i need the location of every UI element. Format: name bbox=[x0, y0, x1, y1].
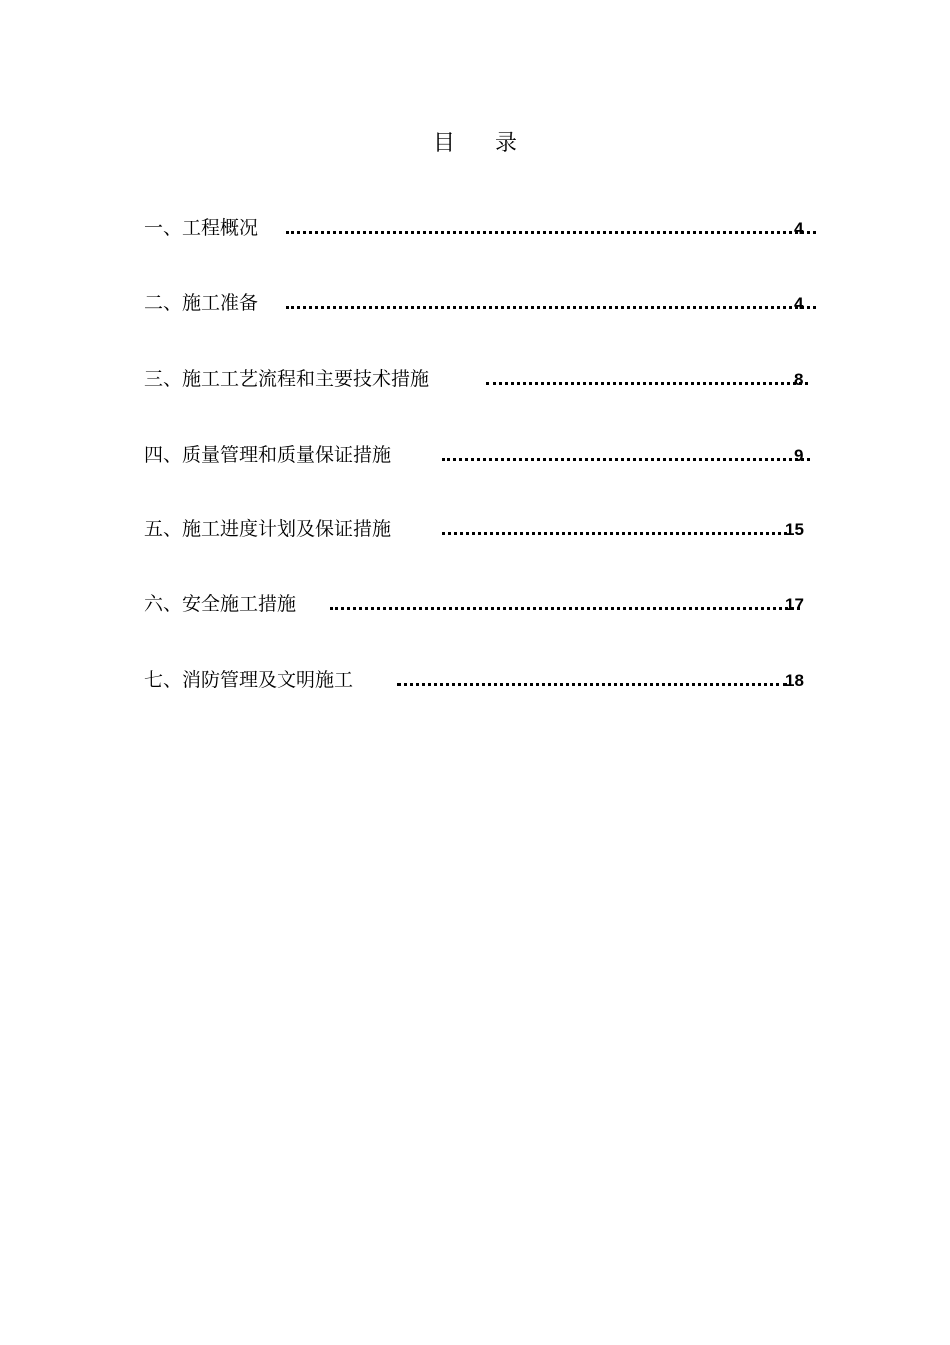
toc-entry-label: 二、施工准备 bbox=[144, 292, 259, 314]
toc-leader bbox=[442, 458, 810, 461]
toc-entry-label: 三、施工工艺流程和主要技术措施 bbox=[144, 368, 430, 390]
toc-entry[interactable] bbox=[144, 440, 391, 470]
toc-entry-page: 4 bbox=[794, 219, 804, 238]
toc-entry-page: 15 bbox=[785, 520, 804, 539]
toc-entry-page: 8 bbox=[794, 370, 804, 389]
toc-title-part1: 目 bbox=[432, 131, 455, 156]
toc-entry-label: 六、安全施工措施 bbox=[144, 593, 297, 615]
toc-entry-page: 9 bbox=[794, 446, 804, 465]
toc-title bbox=[0, 126, 950, 157]
toc-leader bbox=[286, 306, 816, 309]
toc-entry-label: 七、消防管理及文明施工 bbox=[144, 669, 354, 691]
toc-entry-page: 18 bbox=[785, 671, 804, 690]
toc-leader bbox=[442, 532, 787, 535]
toc-entry[interactable] bbox=[144, 364, 429, 394]
toc-title-part2: 录 bbox=[495, 131, 518, 156]
toc-leader bbox=[330, 607, 800, 610]
toc-entry[interactable] bbox=[144, 213, 258, 243]
toc-entry-page: 17 bbox=[785, 595, 804, 614]
toc-entry[interactable] bbox=[144, 665, 353, 695]
toc-entry[interactable] bbox=[144, 288, 258, 318]
toc-leader bbox=[397, 683, 787, 686]
toc-entry-page: 4 bbox=[794, 294, 804, 313]
toc-entry-label: 五、施工进度计划及保证措施 bbox=[144, 518, 392, 540]
toc-entry-label: 一、工程概况 bbox=[144, 217, 259, 239]
toc-entry[interactable] bbox=[144, 514, 391, 544]
toc-entry[interactable] bbox=[144, 589, 296, 619]
toc-leader bbox=[286, 231, 816, 234]
toc-leader bbox=[486, 382, 808, 385]
toc-entry-label: 四、质量管理和质量保证措施 bbox=[144, 444, 392, 466]
